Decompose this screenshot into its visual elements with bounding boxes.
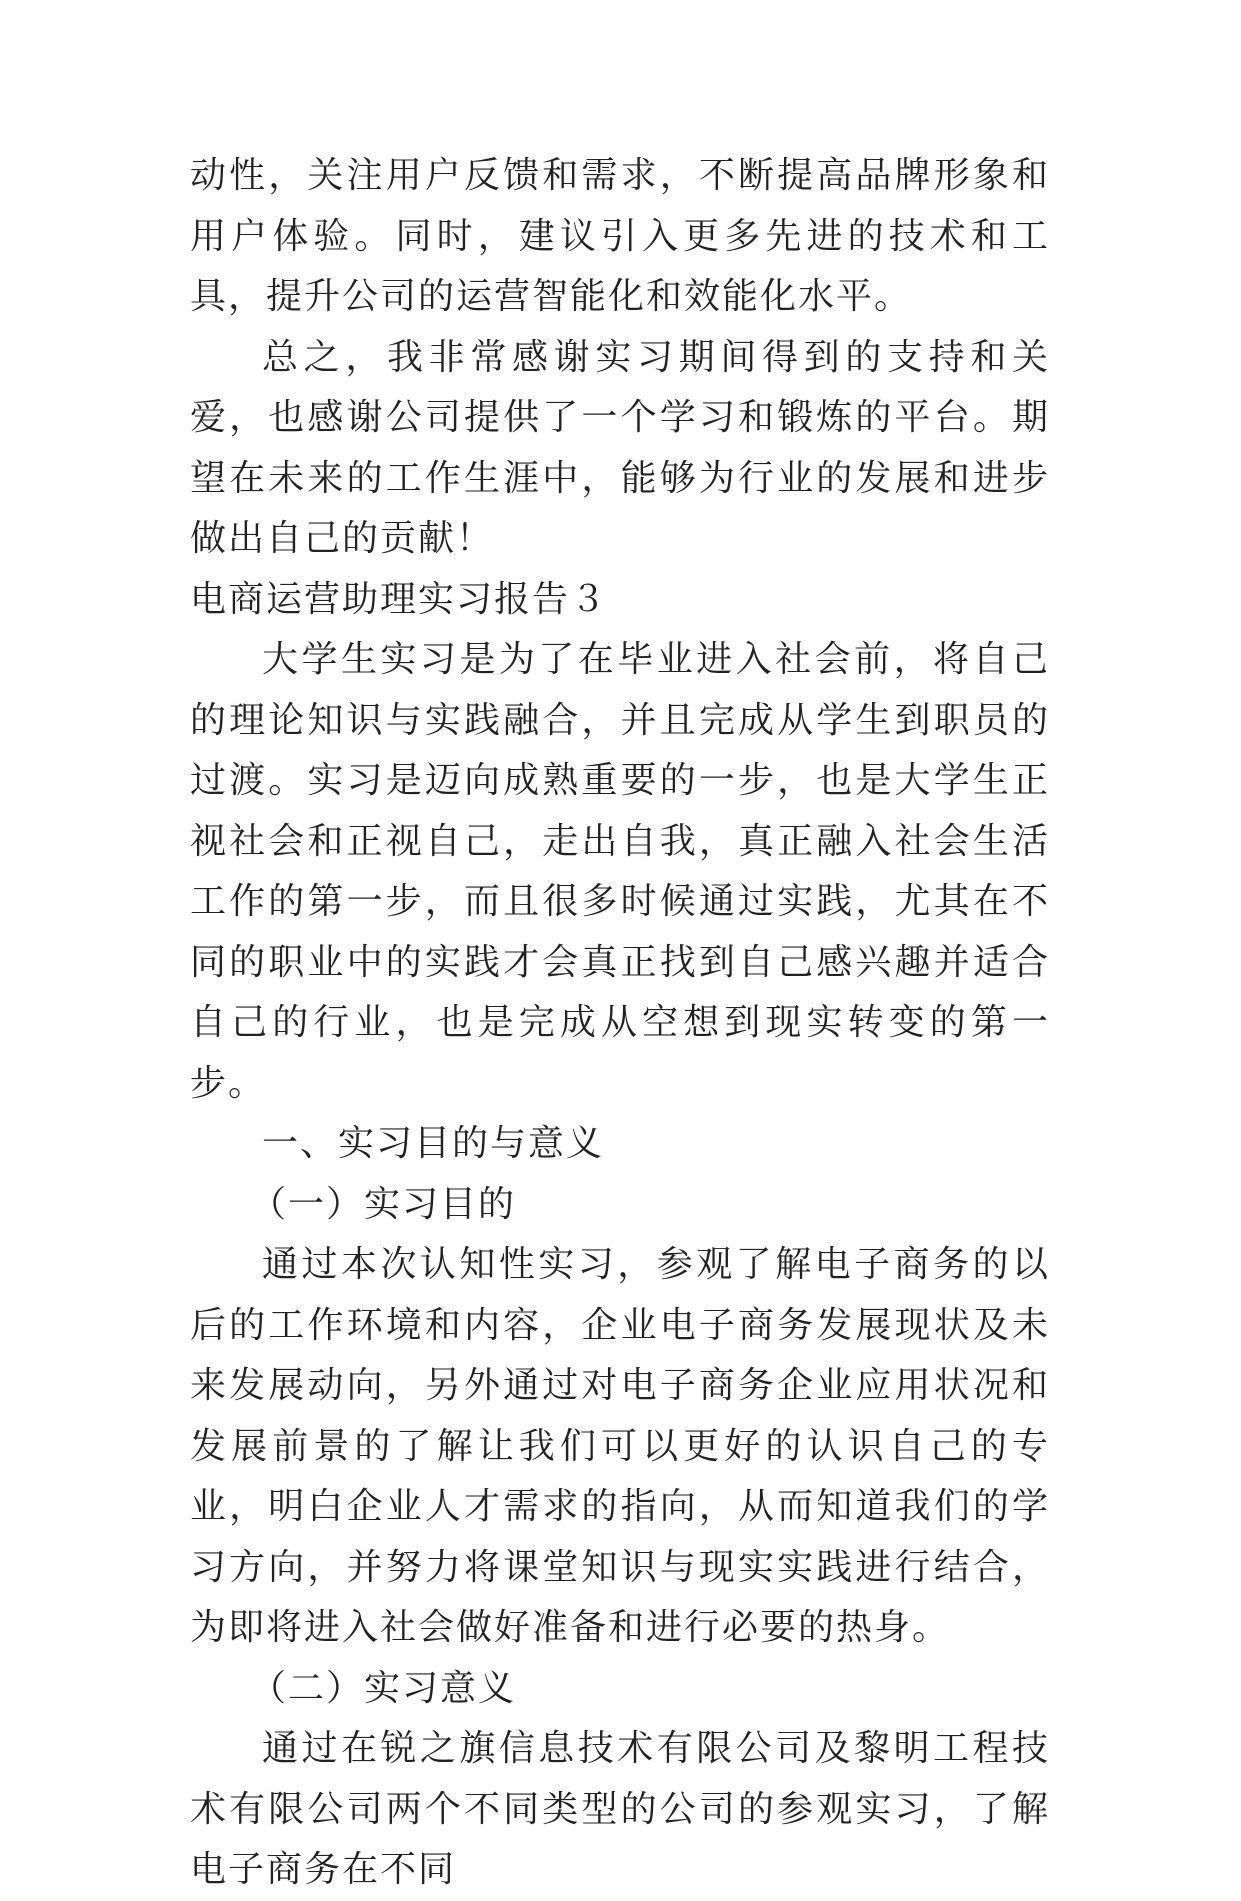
paragraph-conclusion: 总之，我非常感谢实习期间得到的支持和关爱，也感谢公司提供了一个学习和锻炼的平台。期望在未来的工作生涯中，能够为行业的发展和进步做出自己的贡献！ <box>190 336 1050 559</box>
subsection-heading-purpose: （一）实习目的 <box>250 1183 517 1225</box>
section-heading-purpose-meaning: 一、实习目的与意义 <box>262 1123 605 1164</box>
paragraph-intro: 大学生实习是为了在毕业进入社会前，将自己的理论知识与实践融合，并且完成从学生到职员的过渡。实习是迈向成熟重要的一步，也是大学生正视社会和正视自己，走出自我，真正融入社会生活工作的第一步，而且很多时候通过实践，尤其在不同的职业中的实践才会真正找到自己感兴趣并适合自己的行业，也是完成从空想到现实转变的第一步。 <box>190 639 1050 1104</box>
paragraph-purpose: 通过本次认知性实习，参观了解电子商务的以后的工作环境和内容，企业电子商务发展现状及未来发展动向，另外通过对电子商务企业应用状况和发展前景的了解让我们可以更好的认识自己的专业，明白企业人才需求的指向，从而知道我们的学习方向，并努力将课堂知识与现实实践进行结合，为即将进入社会做好准备和进行必要的热身。 <box>190 1244 1050 1648</box>
report-title: 电商运营助理实习报告３ <box>190 578 609 620</box>
paragraph-meaning: 通过在锐之旗信息技术有限公司及黎明工程技术有限公司两个不同类型的公司的参观实习，了解电子商务在不同 <box>190 1728 1050 1890</box>
subsection-heading-meaning: （二）实习意义 <box>250 1667 517 1709</box>
document-body <box>190 146 1050 1901</box>
paragraph-continuation: 动性，关注用户反馈和需求，不断提高品牌形象和用户体验。同时，建议引入更多先进的技术和工具，提升公司的运营智能化和效能化水平。 <box>190 155 1050 317</box>
